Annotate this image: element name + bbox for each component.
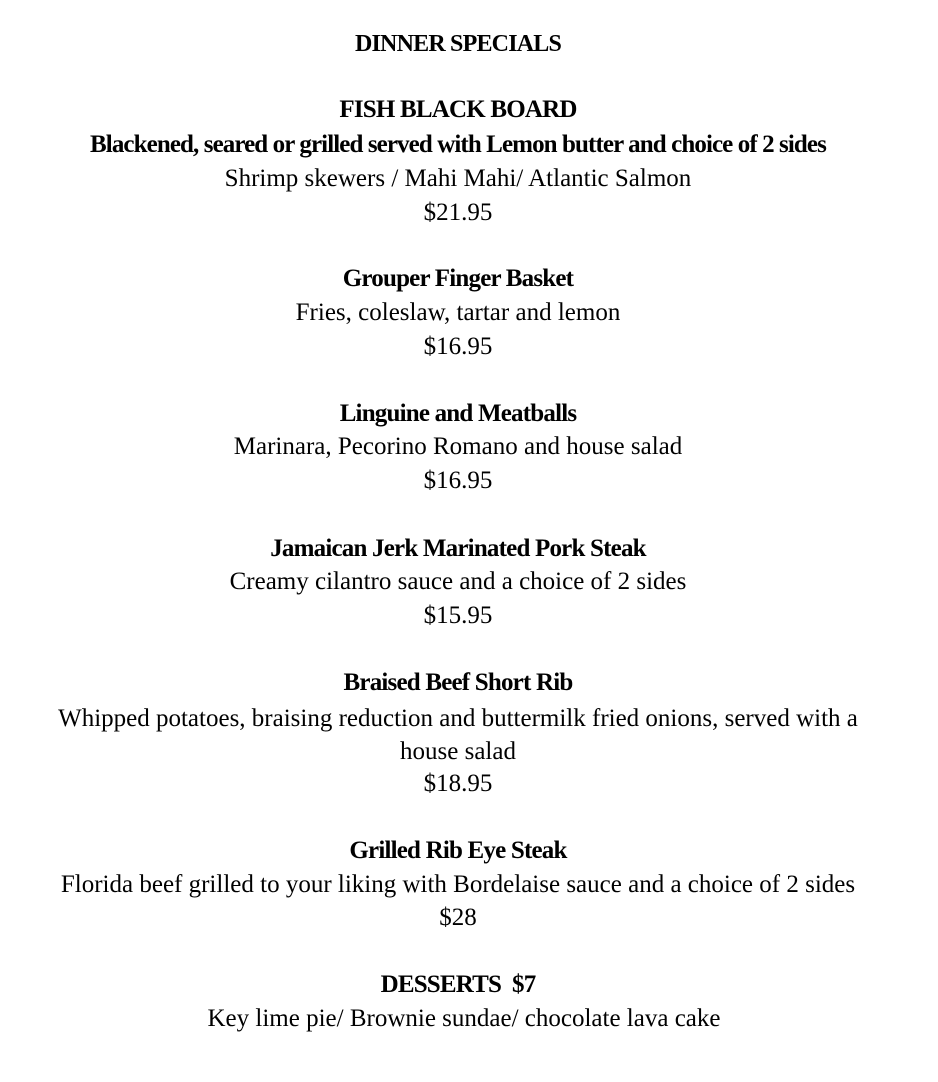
item-name-grouper-finger-basket: Grouper Finger Basket <box>342 265 574 292</box>
item-price-linguine-and-meatballs: $16.95 <box>423 467 493 494</box>
item-price-fish-black-board: $21.95 <box>423 199 493 226</box>
item-name-grilled-rib-eye-steak: Grilled Rib Eye Steak <box>349 837 567 864</box>
menu-title: DINNER SPECIALS <box>354 31 562 57</box>
item-price-grouper-finger-basket: $16.95 <box>423 333 493 360</box>
item-name-fish-black-board: FISH BLACK BOARD <box>339 96 577 123</box>
item-description-grouper-finger-basket: Fries, coleslaw, tartar and lemon <box>295 299 621 326</box>
item-price-grilled-rib-eye-steak: $28 <box>439 904 477 931</box>
item-description-braised-beef-short-rib: Whipped potatoes, braising reduction and buttermilk fried onions, served with a house salad <box>58 705 858 765</box>
item-subtitle-fish-black-board: Blackened, seared or grilled served with Lemon butter and choice of 2 sides <box>90 131 826 158</box>
item-description-fish-black-board: Shrimp skewers / Mahi Mahi/ Atlantic Salmon <box>224 165 692 192</box>
item-price-braised-beef-short-rib: $18.95 <box>423 770 493 797</box>
item-name-jamaican-jerk-pork-steak: Jamaican Jerk Marinated Pork Steak <box>270 535 646 562</box>
item-name-braised-beef-short-rib: Braised Beef Short Rib <box>343 669 573 696</box>
item-description-linguine-and-meatballs: Marinara, Pecorino Romano and house salad <box>233 433 683 460</box>
item-name-linguine-and-meatballs: Linguine and Meatballs <box>339 400 577 427</box>
desserts-heading: DESSERTS $7 <box>380 971 536 998</box>
desserts-description: Key lime pie/ Brownie sundae/ chocolate lava cake <box>207 1005 721 1032</box>
item-description-grilled-rib-eye-steak: Florida beef grilled to your liking with Bordelaise sauce and a choice of 2 sides <box>60 871 856 898</box>
item-description-jamaican-jerk-pork-steak: Creamy cilantro sauce and a choice of 2 sides <box>229 568 687 595</box>
item-price-jamaican-jerk-pork-steak: $15.95 <box>423 602 493 629</box>
